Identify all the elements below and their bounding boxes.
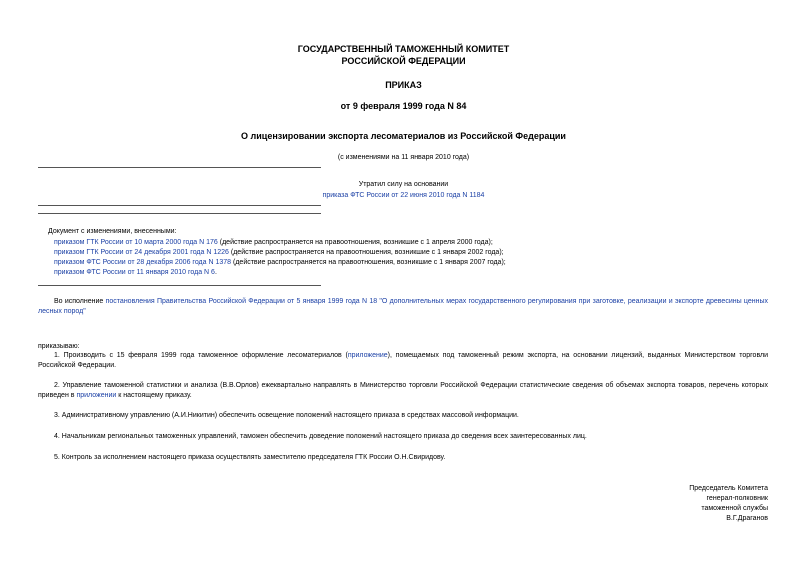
amendment-item [54,248,504,258]
point-1-text: ), помещаемых под таможенный режим экспорта, на основании лицензий, выданных Министерством торговли Российской Федерации. [38,352,768,369]
point-2-text: к настоящему приказу. [116,392,192,399]
agency-line-1: ГОСУДАРСТВЕННЫЙ ТАМОЖЕННЫЙ КОМИТЕТ [297,44,510,54]
amendment-item [54,238,493,248]
amendment-link[interactable]: приказом ФТС России от 11 января 2010 года N 6 [54,269,215,276]
appendix-link[interactable]: приложение [347,352,388,359]
doc-type: ПРИКАЗ [385,80,422,90]
government-decree-link[interactable]: постановления Правительства Российской Федерации от 5 января 1999 года N 18 "О дополнительных мерах государственного регулирования при заготовке, реализации и экспорте древесины ценных лесных пород" [38,298,769,315]
amendment-note: (действие распространяется на правоотношения, возникшие с 1 января 2007 года); [231,259,506,266]
amended-note: (с изменениями на 11 января 2010 года) [337,154,470,161]
doc-date: от 9 февраля 1999 года N 84 [340,101,467,111]
amendment-note: . [214,269,217,276]
signature-name: В.Г.Драганов [726,515,768,522]
doc-title: О лицензировании экспорта лесоматериалов из Российской Федерации [241,131,566,141]
amendment-item [54,268,217,278]
agency-line-2: РОССИЙСКОЙ ФЕДЕРАЦИИ [341,56,466,66]
amendment-note: (действие распространяется на правоотношения, возникшие с 1 января 2002 года); [228,249,504,256]
preamble-prefix: Во исполнение [54,298,106,305]
divider [38,213,321,214]
point-4: 4. Начальникам региональных таможенных управлений, таможен обеспечить доведение положений настоящего приказа до сведения всех заинтересованных лиц. [54,433,587,440]
signature-line: Председатель Комитета [689,485,768,492]
point-2-text: 2. Управление таможенной статистики и анализа (В.В.Орлов) ежеквартально направлять в Министерство торговли Российской Федерации статистические сведения об объемах экспорта товаров, перечень которых приведен в [38,382,768,399]
void-order-link[interactable]: приказа ФТС России от 22 июня 2010 года N 1184 [322,192,485,199]
point-3: 3. Административному управлению (А.И.Никитин) обеспечить освещение положений настоящего приказа в средствах массовой информации. [54,412,519,419]
order-word: приказываю: [38,343,80,350]
divider [38,205,321,206]
divider [38,285,321,286]
point-1-text: 1. Производить с 15 февраля 1999 года таможенное оформление лесоматериалов ( [54,352,348,359]
amendment-item [54,258,506,268]
amendment-link[interactable]: приказом ФТС России от 28 декабря 2006 года N 1378 [54,259,232,266]
amendment-link[interactable]: приказом ГТК России от 24 декабря 2001 года N 1226 [54,249,229,256]
point-5: 5. Контроль за исполнением настоящего приказа осуществлять заместителю председателя ГТК России О.Н.Свиридову. [54,454,446,461]
appendix-link[interactable]: приложении [76,392,117,399]
point-2 [38,381,768,401]
preamble [38,297,768,317]
void-note-text: Утратил силу на основании [358,181,449,188]
divider [38,167,321,168]
amendment-note: (действие распространяется на правоотношения, возникшие с 1 апреля 2000 года); [217,239,493,246]
signature-line: таможенной службы [701,505,768,512]
signature-line: генерал-полковник [706,495,768,502]
void-note-line [0,191,807,201]
amendment-link[interactable]: приказом ГТК России от 10 марта 2000 года N 176 [54,239,218,246]
amendments-heading: Документ с изменениями, внесенными: [48,228,177,235]
signature-block [568,484,768,524]
point-1 [38,351,768,371]
